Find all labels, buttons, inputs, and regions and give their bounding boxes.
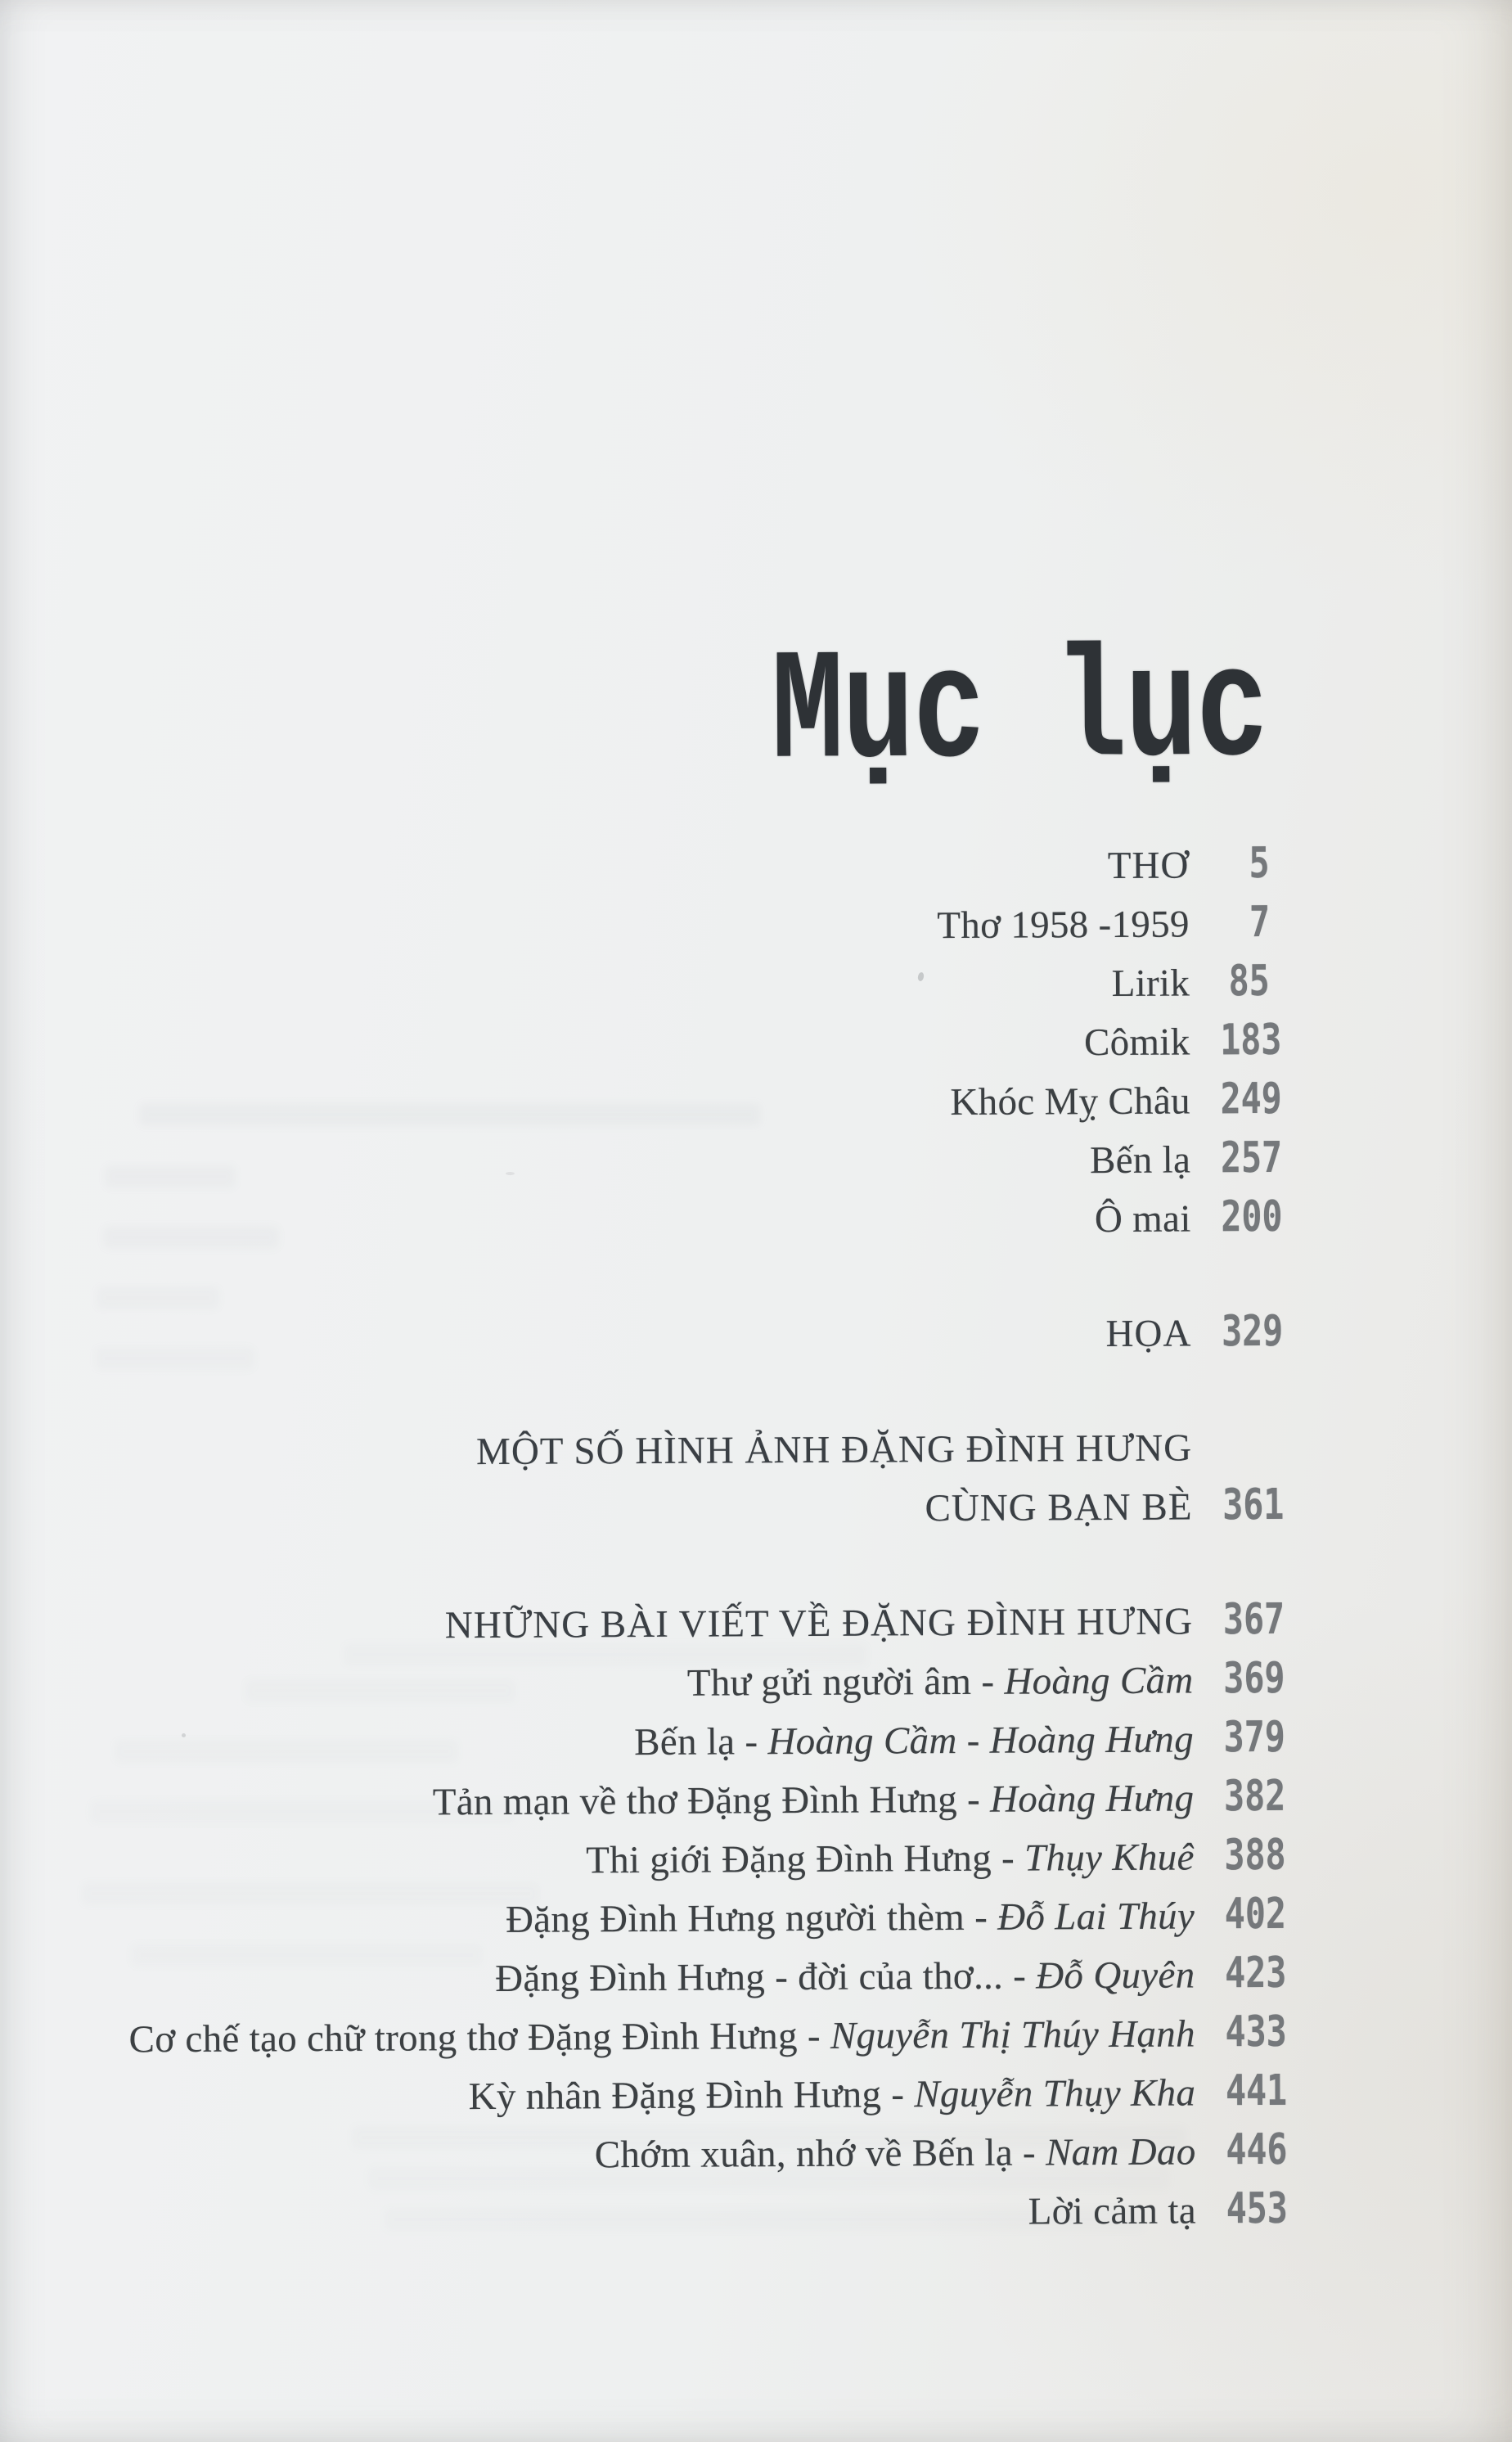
toc-entry-author: Nguyễn Thụy Kha	[904, 2071, 1196, 2116]
toc-row	[112, 1768, 1286, 1832]
toc-row	[113, 1944, 1287, 2009]
toc-entry-page: 441	[1225, 2066, 1288, 2116]
toc-entry-label: MỘT SỐ HÌNH ẢNH ĐẶNG ĐÌNH HƯNG	[475, 1426, 1193, 1474]
toc-entry-page: 446	[1226, 2124, 1288, 2175]
toc-entry-author: Hoàng Cầm - Hoàng Hưng	[758, 1718, 1195, 1764]
toc-entry-page: 379	[1223, 1712, 1286, 1763]
toc-entry-page: 369	[1223, 1653, 1285, 1704]
toc-entry-label: Thơ 1958 -1959	[937, 903, 1190, 948]
toc-entry-page: 7	[1249, 897, 1270, 948]
toc-entry-page: 200	[1221, 1192, 1283, 1242]
toc-entry-label: NHỮNG BÀI VIẾT VỀ ĐẶNG ĐÌNH HƯNG	[444, 1600, 1194, 1647]
toc-entry-label: Chớm xuân, nhớ về Bến lạ - Nam Dao	[594, 2130, 1196, 2177]
toc-entry-author: Nam Dao	[1035, 2130, 1196, 2174]
toc-entry-page: 249	[1220, 1074, 1282, 1124]
toc-entry-author: Đỗ Lai Thúy	[987, 1895, 1195, 1939]
toc-row	[108, 953, 1270, 1017]
toc-row	[110, 1303, 1284, 1367]
toc-entry-label: Thư gửi người âm - Hoàng Cầm	[686, 1659, 1194, 1705]
toc-entry-page: 85	[1228, 956, 1271, 1007]
toc-row	[113, 1886, 1287, 1950]
toc-row	[115, 2180, 1289, 2245]
toc-row	[111, 1591, 1285, 1656]
toc-entry-page: 257	[1220, 1133, 1283, 1183]
toc-entry-page: 388	[1224, 1830, 1286, 1881]
toc-entry-label: Cơ chế tạo chữ trong thơ Đặng Đình Hưng - Nguyễn Thị Thúy Hạnh	[128, 2012, 1195, 2061]
toc-entry-page	[1207, 1417, 1272, 1475]
toc-entry-page: 423	[1225, 1948, 1287, 1998]
toc-entry-author: Thụy Khuê	[1014, 1836, 1195, 1880]
toc-row	[110, 1417, 1272, 1482]
toc-row	[114, 2003, 1287, 2068]
toc-sections	[107, 835, 1289, 2245]
toc-entry-label: Đặng Đình Hưng - đời của thơ... - Đỗ Quyên	[495, 1953, 1195, 2000]
toc-row	[112, 1709, 1286, 1773]
toc-row	[111, 1650, 1285, 1714]
toc-entry-author: Đỗ Quyên	[1026, 1953, 1195, 1998]
toc-entry-page: 453	[1226, 2183, 1289, 2234]
toc-entry-label: Bến lạ	[1089, 1138, 1191, 1183]
toc-entry-label: Bến lạ - Hoàng Cầm - Hoàng Hưng	[634, 1718, 1195, 1764]
toc-row	[109, 1188, 1283, 1253]
toc-entry-author: Hoàng Hưng	[979, 1777, 1195, 1821]
toc-row	[109, 1129, 1283, 1194]
toc-entry-label: Đặng Đình Hưng người thèm - Đỗ Lai Thúy	[505, 1895, 1195, 1941]
toc-entry-label: Thi giới Đặng Đình Hưng - Thụy Khuê	[585, 1836, 1195, 1882]
toc-row	[114, 2121, 1288, 2186]
toc-entry-page: 433	[1225, 2007, 1287, 2057]
toc-entry-page: 5	[1249, 838, 1270, 889]
toc-entry-label: HỌA	[1105, 1312, 1192, 1356]
toc-row	[114, 2062, 1288, 2127]
toc-entry-page: 382	[1223, 1771, 1286, 1822]
toc-entry-page: 183	[1220, 1015, 1282, 1066]
toc-entry-author: Hoàng Cầm	[994, 1659, 1194, 1703]
toc-row	[108, 1011, 1282, 1076]
toc-row	[108, 894, 1270, 958]
toc-entry-label: Lời cảm tạ	[1028, 2189, 1197, 2233]
toc-entry-label: THƠ	[1107, 844, 1190, 888]
toc-row	[110, 1476, 1285, 1541]
toc-entry-author: Nguyễn Thị Thúy Hạnh	[820, 2012, 1195, 2057]
toc-row	[107, 835, 1269, 899]
toc-entry-page: 402	[1224, 1889, 1287, 1940]
toc-entry-label: CÙNG BẠN BÈ	[925, 1485, 1193, 1530]
toc-entry-page: 367	[1222, 1594, 1285, 1645]
toc-entry-label: Tản mạn về thơ Đặng Đình Hưng - Hoàng Hưng	[432, 1777, 1195, 1824]
toc-section	[110, 1303, 1284, 1367]
toc-row	[113, 1827, 1286, 1891]
toc-section	[107, 835, 1283, 1253]
toc-entry-page: 329	[1221, 1306, 1284, 1357]
page-title: Mục lục	[771, 624, 1267, 804]
toc-entry-label: Khóc Mỵ Châu	[950, 1079, 1190, 1124]
toc-entry-page: 361	[1222, 1480, 1285, 1530]
toc-section	[110, 1417, 1285, 1541]
toc-row	[109, 1070, 1282, 1135]
toc-entry-label: Lirik	[1111, 962, 1190, 1006]
toc-entry-label: Kỳ nhân Đặng Đình Hưng - Nguyễn Thụy Kha	[468, 2071, 1196, 2119]
toc-section	[111, 1591, 1289, 2245]
toc-entry-label: Ô mai	[1094, 1197, 1191, 1241]
toc-entry-label: Cômik	[1083, 1021, 1190, 1065]
table-of-contents	[106, 624, 1289, 2245]
